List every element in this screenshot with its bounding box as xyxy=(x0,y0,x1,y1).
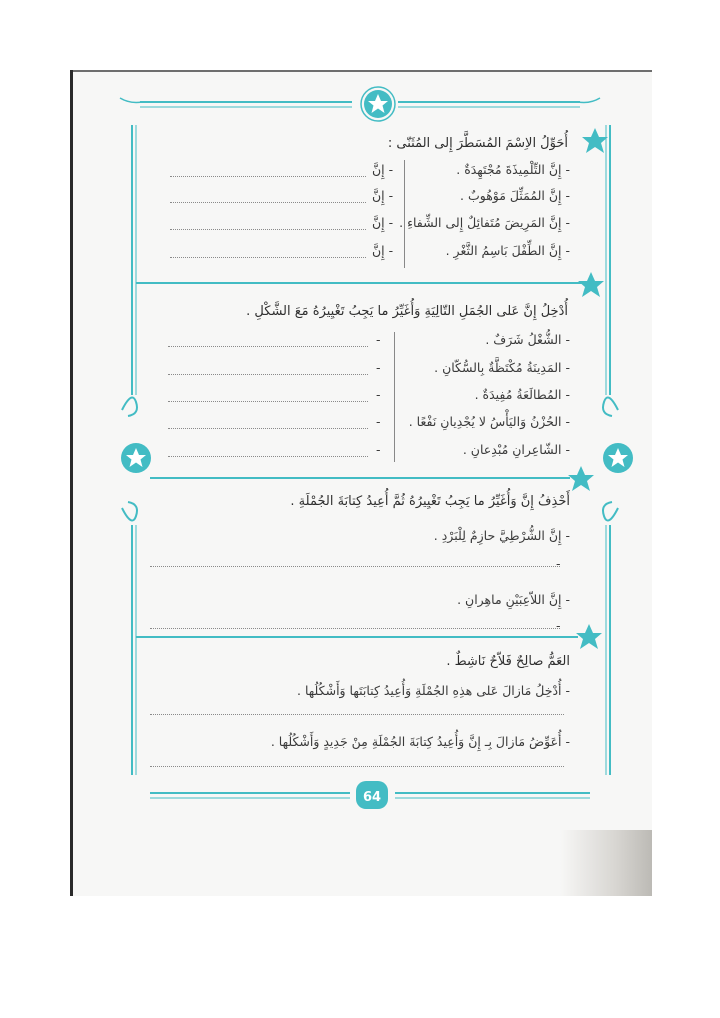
answer-prefix: - إِنَّ xyxy=(372,215,394,230)
answer-prefix: - إِنَّ xyxy=(372,162,394,177)
exercise-2-sentence: - المُطالَعَةُ مُفِيدَةٌ . xyxy=(474,387,570,402)
answer-line[interactable] xyxy=(168,428,368,429)
exercise-3-instruction: أَحْذِفُ إِنَّ وَأُغَيِّرُ ما يَجِبُ تَغْيِيرُهُ ثُمَّ أُعِيدُ كِتابَةَ الجُمْلَةِ . xyxy=(290,494,570,509)
exercise-1-sentence: - إِنَّ المَرِيضَ مُتَفائِلٌ إِلى الشِّفاءِ . xyxy=(399,215,570,230)
exercise-2-sentence: - الشُّغْلُ شَرَفٌ . xyxy=(485,332,570,347)
exercise-4-task: - أُعَوِّضُ مَازالَ بِـ إِنَّ وَأُعِيدُ كِتابَةَ الجُمْلَةِ مِنْ جَدِيدٍ وَأَشْكُلُها . xyxy=(270,734,570,749)
answer-line[interactable] xyxy=(168,401,368,402)
exercise-1-sentence: - إِنَّ التِّلْمِيذَةَ مُجْتَهِدَةٌ . xyxy=(456,162,570,177)
answer-prefix: - xyxy=(376,360,381,375)
exercise-star-icon xyxy=(566,464,596,494)
answer-prefix: - xyxy=(376,332,381,347)
exercise-1-sentence: - إِنَّ الطِّفْلَ بَاسِمُ الثَّغْرِ . xyxy=(445,243,570,258)
answer-prefix: - xyxy=(376,414,381,429)
answer-line[interactable] xyxy=(150,714,564,715)
exercise-star-icon xyxy=(574,622,604,652)
answer-prefix: - إِنَّ xyxy=(372,188,394,203)
exercise-4-sentence: العَمُّ صالِحٌ فَلاّحٌ نَاشِطٌ . xyxy=(446,654,570,669)
answer-line[interactable] xyxy=(168,374,368,375)
section-divider xyxy=(136,636,578,638)
star-medallion-top xyxy=(356,84,400,124)
column-separator xyxy=(394,332,395,462)
answer-line[interactable] xyxy=(170,176,366,177)
answer-line[interactable] xyxy=(170,202,366,203)
exercise-2-instruction: أُدْخِلُ إِنَّ عَلى الجُمَلِ التّالِيَةِ وَأُغَيِّرُ ما يَجِبُ تَغْيِيرُهُ مَعَ الشَّكْلِ . xyxy=(246,304,568,319)
page-number: 64 xyxy=(362,790,382,805)
exercise-3-sentence: - إِنَّ الشُّرْطِيَّ حازِمٌ لِلْبَرْدِ . xyxy=(433,528,570,543)
answer-prefix: - xyxy=(556,618,561,633)
answer-prefix: - xyxy=(556,556,561,571)
answer-line[interactable] xyxy=(150,628,560,629)
star-medallion-left xyxy=(116,438,156,478)
answer-prefix: - xyxy=(376,387,381,402)
answer-line[interactable] xyxy=(168,456,368,457)
column-separator xyxy=(404,160,405,268)
exercise-1-instruction: أُحَوِّلُ الاِسْمَ المُسَطَّرَ إِلى المُثَنّى : xyxy=(387,136,568,151)
section-divider xyxy=(136,282,582,284)
exercise-2-sentence: - الحُزْنُ وَاليَأْسُ لا يُجْدِيانِ نَفْعًا . xyxy=(408,414,570,429)
star-medallion-right xyxy=(598,438,638,478)
exercise-2-sentence: - الشّاعِرانِ مُبْدِعانِ . xyxy=(462,442,570,457)
exercise-3-sentence: - إِنَّ اللاّعِبَيْنِ ماهِرانِ . xyxy=(457,592,570,607)
answer-line[interactable] xyxy=(150,566,560,567)
answer-line[interactable] xyxy=(170,229,366,230)
answer-line[interactable] xyxy=(168,346,368,347)
exercise-4-task: - أُدْخِلُ مَازالَ عَلى هذِهِ الجُمْلَةِ وَأُعِيدُ كِتابَتَها وَأَشْكُلُها . xyxy=(297,683,570,698)
page-number-badge xyxy=(350,778,394,812)
exercise-2-sentence: - المَدِينَةُ مُكْتَظَّةٌ بِالسُّكّانِ . xyxy=(434,360,570,375)
exercise-star-icon xyxy=(580,126,610,156)
exercise-star-icon xyxy=(576,270,606,300)
section-divider xyxy=(150,477,570,479)
answer-line[interactable] xyxy=(150,766,564,767)
answer-prefix: - إِنَّ xyxy=(372,243,394,258)
exercise-1-sentence: - إِنَّ المُمَثِّلَ مَوْهُوبٌ . xyxy=(460,188,570,203)
answer-line[interactable] xyxy=(170,257,366,258)
answer-prefix: - xyxy=(376,442,381,457)
